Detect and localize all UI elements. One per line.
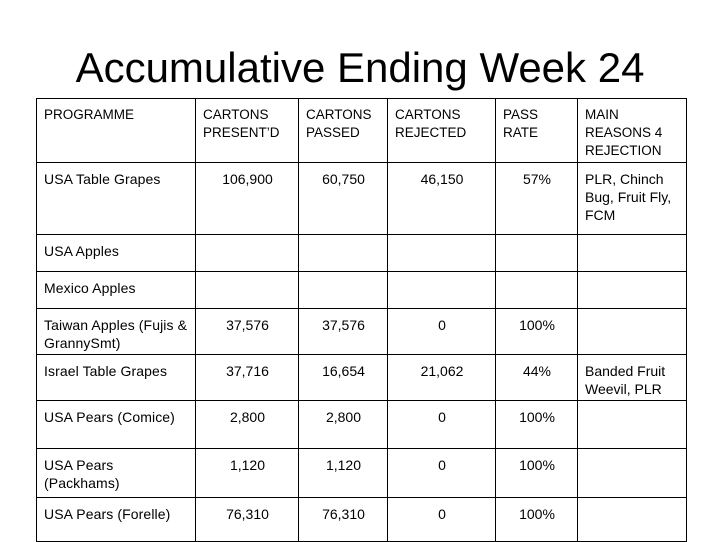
cell-passed: 16,654 xyxy=(299,355,388,401)
cell-rejected: 21,062 xyxy=(388,355,496,401)
cell-reasons xyxy=(578,449,687,498)
col-header-programme: PROGRAMME xyxy=(37,99,196,163)
cell-programme: Israel Table Grapes xyxy=(37,355,196,401)
cell-reasons xyxy=(578,401,687,449)
cell-programme: USA Apples xyxy=(37,235,196,272)
cell-rejected: 0 xyxy=(388,401,496,449)
cell-programme: USA Pears (Packhams) xyxy=(37,449,196,498)
cell-reasons xyxy=(578,235,687,272)
cell-pass-rate xyxy=(496,235,578,272)
table-row xyxy=(37,355,687,401)
cell-programme: Taiwan Apples (Fujis & GrannySmt) xyxy=(37,309,196,355)
cell-pass-rate: 57% xyxy=(496,163,578,235)
header-row xyxy=(37,99,687,163)
cell-presented xyxy=(196,235,299,272)
cell-presented: 76,310 xyxy=(196,498,299,542)
cell-rejected: 0 xyxy=(388,449,496,498)
cell-presented: 1,120 xyxy=(196,449,299,498)
col-header-cartons-rejected: CARTONS REJECTED xyxy=(388,99,496,163)
cell-presented: 37,576 xyxy=(196,309,299,355)
cell-programme: USA Pears (Comice) xyxy=(37,401,196,449)
cell-pass-rate: 100% xyxy=(496,498,578,542)
data-table xyxy=(36,98,687,542)
cell-presented xyxy=(196,272,299,309)
cell-reasons: Banded Fruit Weevil, PLR xyxy=(578,355,687,401)
cell-passed: 2,800 xyxy=(299,401,388,449)
cell-rejected xyxy=(388,235,496,272)
table-row xyxy=(37,272,687,309)
page-title: Accumulative Ending Week 24 xyxy=(75,44,645,91)
table-row xyxy=(37,449,687,498)
col-header-pass-rate: PASS RATE xyxy=(496,99,578,163)
cell-rejected: 46,150 xyxy=(388,163,496,235)
table-row xyxy=(37,163,687,235)
cell-presented: 37,716 xyxy=(196,355,299,401)
cell-reasons xyxy=(578,272,687,309)
table-row xyxy=(37,498,687,542)
table-row xyxy=(37,309,687,355)
cell-reasons: PLR, Chinch Bug, Fruit Fly, FCM xyxy=(578,163,687,235)
col-header-main-reasons: MAIN REASONS 4 REJECTION xyxy=(578,99,687,163)
cell-pass-rate xyxy=(496,272,578,309)
cell-passed: 60,750 xyxy=(299,163,388,235)
cell-programme: USA Table Grapes xyxy=(37,163,196,235)
cell-rejected xyxy=(388,272,496,309)
cell-presented: 106,900 xyxy=(196,163,299,235)
cell-passed: 37,576 xyxy=(299,309,388,355)
cell-pass-rate: 100% xyxy=(496,401,578,449)
cell-reasons xyxy=(578,498,687,542)
cell-passed: 1,120 xyxy=(299,449,388,498)
cell-passed xyxy=(299,272,388,309)
table-row xyxy=(37,235,687,272)
cell-presented: 2,800 xyxy=(196,401,299,449)
col-header-cartons-presented: CARTONS PRESENT’D xyxy=(196,99,299,163)
cell-passed: 76,310 xyxy=(299,498,388,542)
cell-rejected: 0 xyxy=(388,498,496,542)
cell-programme: USA Pears (Forelle) xyxy=(37,498,196,542)
cell-programme: Mexico Apples xyxy=(37,272,196,309)
cell-pass-rate: 44% xyxy=(496,355,578,401)
col-header-cartons-passed: CARTONS PASSED xyxy=(299,99,388,163)
cell-pass-rate: 100% xyxy=(496,309,578,355)
cell-rejected: 0 xyxy=(388,309,496,355)
table-row xyxy=(37,401,687,449)
cell-passed xyxy=(299,235,388,272)
cell-reasons xyxy=(578,309,687,355)
cell-pass-rate: 100% xyxy=(496,449,578,498)
